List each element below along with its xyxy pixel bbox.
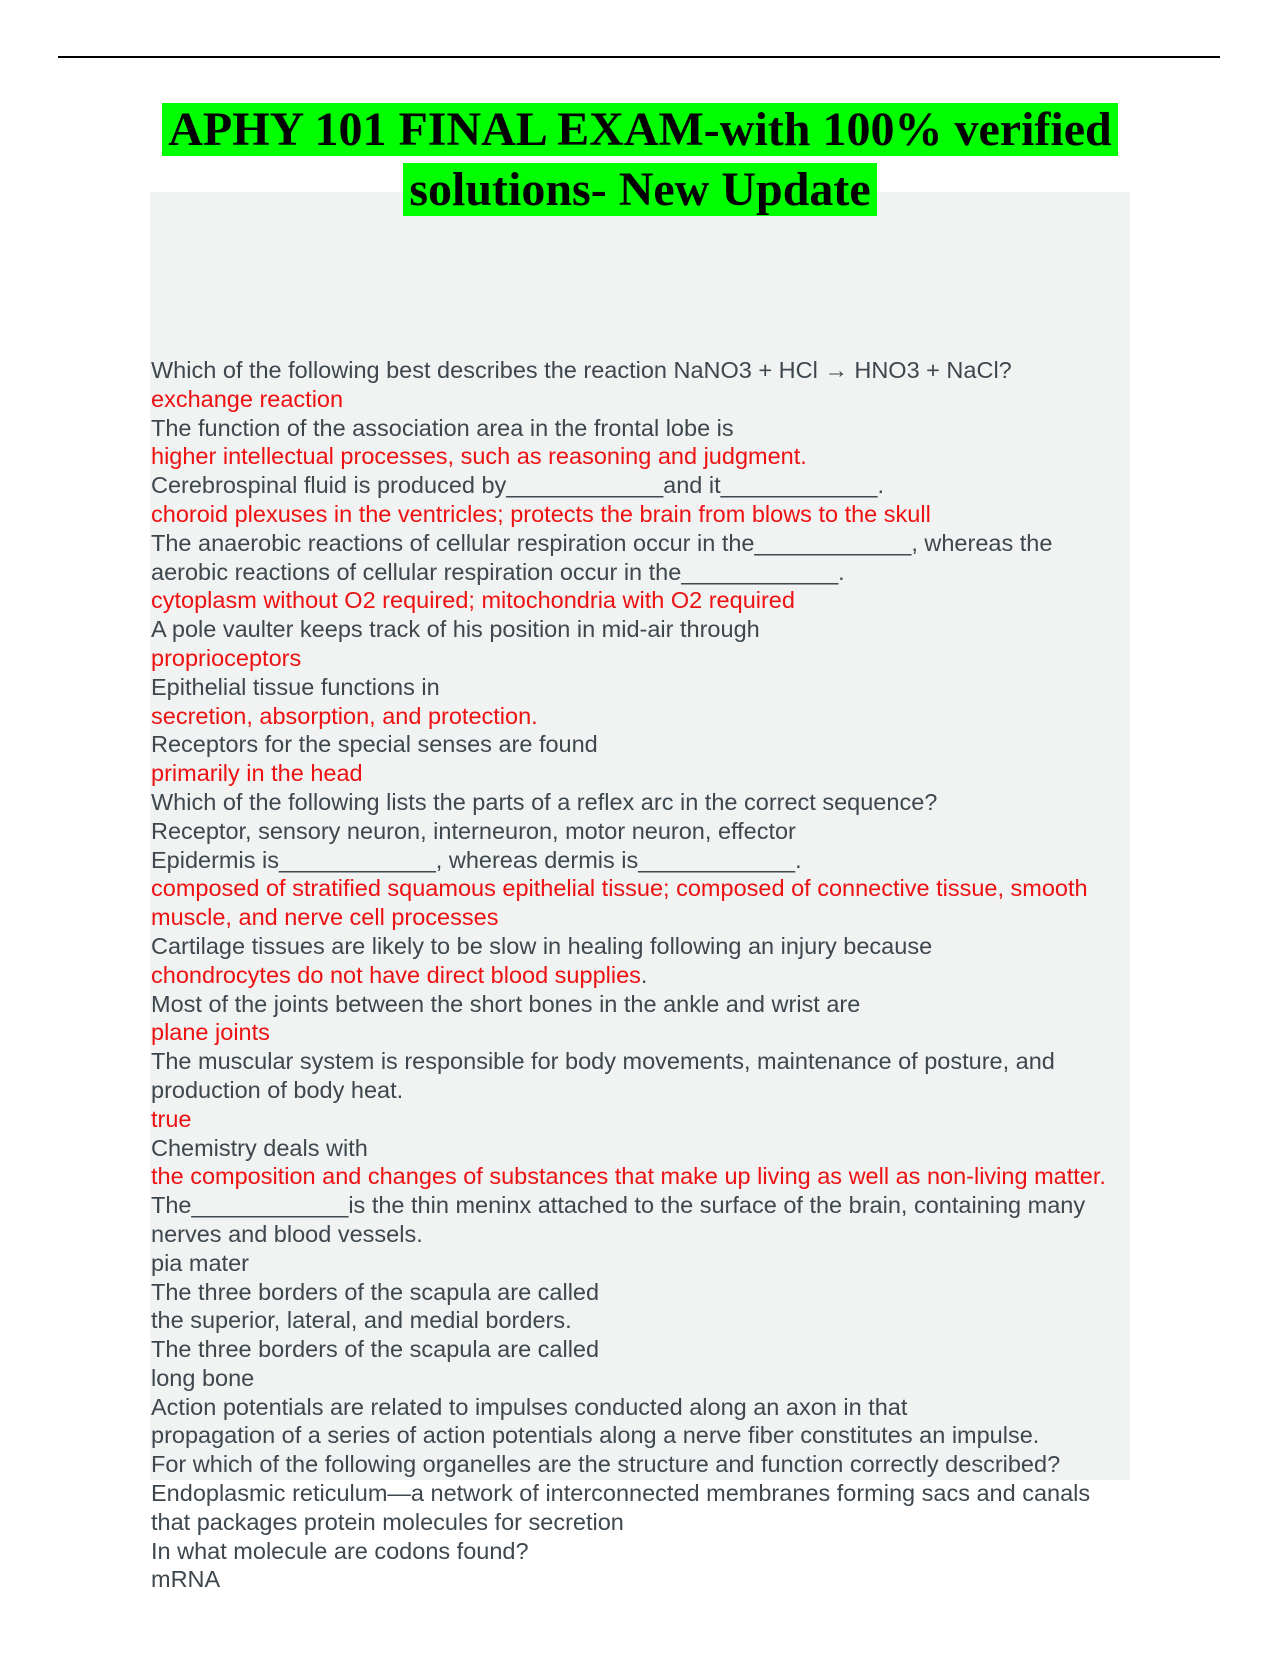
question-text: [151, 1335, 1126, 1364]
answer-text: [151, 1105, 1126, 1134]
answer-text-content: plane joints: [151, 1019, 270, 1046]
question-text-content: Which of the following best describes the reaction NaNO3 + HCl → HNO3 + NaCl?: [151, 357, 1012, 383]
answer-text: [151, 1249, 1126, 1278]
answer-text: [151, 385, 1126, 414]
answer-text-content: the composition and changes of substances that make up living as well as non-living matter.: [151, 1163, 1106, 1190]
question-text-content: Receptors for the special senses are found: [151, 731, 598, 758]
answer-text: [151, 817, 1126, 846]
header-rule: [58, 56, 1220, 58]
question-text-content: In what molecule are codons found?: [151, 1537, 529, 1564]
answer-text-content: true: [151, 1105, 192, 1132]
question-text: [151, 356, 1126, 385]
question-text: [151, 1278, 1126, 1307]
question-text-content: Epithelial tissue functions in: [151, 673, 440, 700]
answer-text: [151, 961, 1126, 990]
question-text: [151, 932, 1126, 961]
answer-text: [151, 586, 1126, 615]
answer-text-content: primarily in the head: [151, 760, 363, 787]
answer-text-content: exchange reaction: [151, 385, 344, 412]
answer-text-content: chondrocytes do not have direct blood supplies: [151, 961, 641, 988]
answer-suffix: .: [640, 961, 648, 988]
question-text-content: Epidermis is____________, whereas dermis is____________.: [151, 846, 802, 873]
question-text: [151, 1450, 1126, 1479]
question-text: [151, 730, 1126, 759]
question-text-content: Cartilage tissues are likely to be slow in healing following an injury because: [151, 932, 933, 959]
question-text-content: The____________is the thin meninx attached to the surface of the brain, containing many nerves and blood vessels.: [151, 1192, 1092, 1247]
question-text-content: The muscular system is responsible for body movements, maintenance of posture, and production of body heat.: [151, 1048, 1062, 1103]
answer-text-content: mRNA: [151, 1566, 221, 1593]
question-text-content: A pole vaulter keeps track of his position in mid-air through: [151, 616, 760, 643]
answer-text-content: proprioceptors: [151, 644, 302, 671]
question-text: [151, 990, 1126, 1019]
answer-text-content: Receptor, sensory neuron, interneuron, motor neuron, effector: [151, 817, 796, 844]
question-text: [151, 1393, 1126, 1422]
answer-text: [151, 874, 1126, 932]
answer-text: [151, 759, 1126, 788]
answer-text: [151, 1364, 1126, 1393]
question-text: [151, 414, 1126, 443]
question-text-content: Cerebrospinal fluid is produced by____________and it____________.: [151, 472, 884, 499]
answer-text: [151, 702, 1126, 731]
answer-text: [151, 1018, 1126, 1047]
answer-text-content: pia mater: [151, 1249, 249, 1276]
question-text-content: The anaerobic reactions of cellular respiration occur in the____________, whereas the aerobic reactions of cellular respiration occur in the____________.: [151, 529, 1059, 585]
answer-text: [151, 1421, 1126, 1450]
question-text: [151, 1191, 1126, 1249]
answer-text-content: choroid plexuses in the ventricles; protects the brain from blows to the skull: [151, 500, 931, 527]
question-text: [151, 471, 1126, 500]
answer-text-content: propagation of a series of action potentials along a nerve fiber constitutes an impulse.: [151, 1422, 1040, 1449]
question-text-content: The function of the association area in the frontal lobe is: [151, 414, 734, 441]
answer-text-content: Endoplasmic reticulum—a network of interconnected membranes forming sacs and canals that packages protein molecules for secretion: [151, 1480, 1097, 1535]
question-text-content: The three borders of the scapula are called: [151, 1278, 600, 1305]
answer-text-content: higher intellectual processes, such as reasoning and judgment.: [151, 443, 807, 470]
answer-text-content: long bone: [151, 1364, 255, 1391]
answer-text-content: secretion, absorption, and protection.: [151, 702, 538, 729]
question-text-content: The three borders of the scapula are called: [151, 1336, 600, 1363]
question-text: [151, 615, 1126, 644]
question-text-content: For which of the following organelles are the structure and function correctly described?: [151, 1451, 1061, 1478]
question-text: [151, 1537, 1126, 1566]
question-text: [151, 846, 1126, 875]
question-text-content: Action potentials are related to impulses conducted along an axon in that: [151, 1393, 908, 1420]
answer-text: [151, 1479, 1126, 1537]
question-answer-list: [151, 356, 1126, 1594]
document-title: [0, 100, 1280, 220]
answer-text-content: cytoplasm without O2 required; mitochondria with O2 required: [151, 587, 795, 614]
question-text: [151, 1134, 1126, 1163]
answer-text: [151, 1306, 1126, 1335]
question-text: [151, 529, 1126, 587]
document-title-line2: solutions- New Update: [403, 163, 876, 216]
answer-text-content: the superior, lateral, and medial borders.: [151, 1307, 572, 1334]
question-text-content: Which of the following lists the parts of a reflex arc in the correct sequence?: [151, 788, 938, 815]
answer-text: [151, 1565, 1126, 1594]
answer-text: [151, 500, 1126, 529]
answer-text: [151, 442, 1126, 471]
question-text: [151, 673, 1126, 702]
answer-text: [151, 1162, 1126, 1191]
question-text: [151, 788, 1126, 817]
answer-text: [151, 644, 1126, 673]
document-title-line1: APHY 101 FINAL EXAM-with 100% verified: [162, 103, 1117, 156]
answer-text-content: composed of stratified squamous epithelial tissue; composed of connective tissue, smooth muscle, and nerve cell processes: [151, 875, 1095, 931]
question-text: [151, 1047, 1126, 1105]
question-text-content: Most of the joints between the short bones in the ankle and wrist are: [151, 990, 861, 1017]
question-text-content: Chemistry deals with: [151, 1134, 368, 1161]
